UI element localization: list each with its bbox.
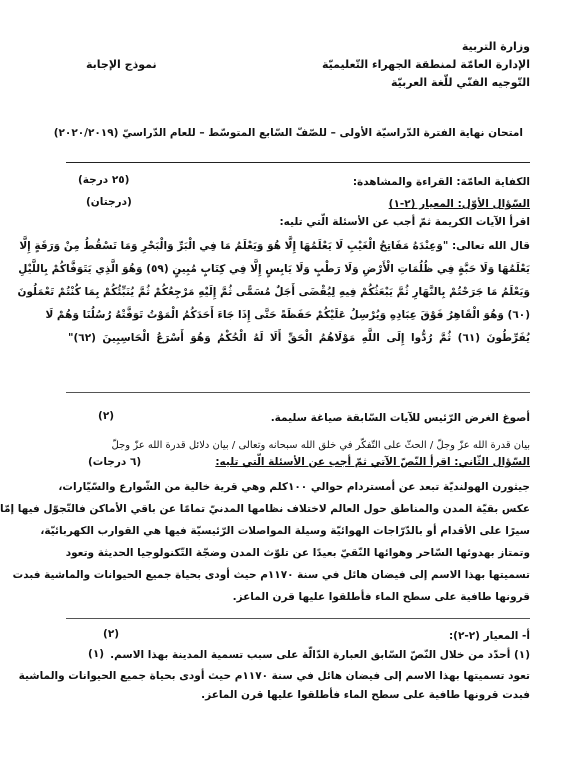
- q2-sub-a-marks: (٢): [103, 628, 120, 640]
- q2-question-item: (١) أحدّد من خلال النّصّ السّابق العبارة الدّالّة على سبب تسمية المدينة بهذا الاسم.: [110, 649, 530, 661]
- passage-line: وتمتاز بهدوئها السّاحر وهوائها النّقيّ بعيدًا عن تلوّث المدن وضجّة التّكنولوجيا الحديثة وتعود: [65, 547, 530, 559]
- passage-line: سيرًا على الأقدام أو بالدّرّاجات الهوائيّة وسيلة المواصلات الرّئيسيّة فيها هي القوارب الكهربائيّة،: [40, 525, 530, 537]
- q1-marks: (درجتان): [86, 196, 132, 208]
- ministry-name: وزارة التربية: [461, 40, 530, 53]
- directorate-name: الإدارة العامّة لمنطقة الجهراء التّعليميّة: [322, 58, 530, 71]
- verse-line: يُفَرِّطُونَ (٦١) ثُمَّ رُدُّوا إِلَى اللَّهِ مَوْلَاهُمُ الْحَقِّ أَلَا لَهُ الْحُكْمُ وَهُوَ أَسْرَعُ الْحَاسِبِينَ (٦٢)": [68, 332, 530, 344]
- q1-answer: بيان قدرة الله عزّ وجلّ / الحثّ على التّفكّر في خلق الله سبحانه وتعالى / بيان دلائل قدرة الله عزّ وجلّ: [111, 440, 530, 451]
- header-divider: [66, 162, 530, 163]
- passage-line: عكس بقيّة المدن والمناطق حول العالم لاختلاف نظامها المدنيّ تمامًا عن باقي الأماكن فالتّجوّل فيها إمّا: [0, 503, 530, 515]
- verse-line: قال الله تعالى: "وَعِنْدَهُ مَفَاتِحُ الْغَيْبِ لَا يَعْلَمُهَا إِلَّا هُوَ وَيَعْلَمُ مَا فِي الْبَرِّ وَالْبَحْرِ وَمَا تَسْقُطُ مِنْ وَرَقَةٍ إِلَّا: [19, 240, 530, 252]
- q2-divider: [66, 618, 530, 619]
- exam-title: امتحان نهاية الفترة الدّراسيّة الأولى – للصّفّ السّابع المتوسّط – للعام الدّراسيّ (٢٠٢٠/٢٠١٩): [53, 127, 523, 139]
- q2-sub-a: أ- المعيار (٢-٢):: [448, 630, 530, 642]
- passage-line: جيثورن الهولنديّة تبعد عن أمستردام حوالي ١٠٠كلم وهي قرية خالية من الشّوارع والسّيّارات،: [58, 481, 530, 493]
- q2-answer-line: فبدت قرونها طافية على سطح الماء فأطلقوا عليها قرن الماعز.: [201, 689, 530, 701]
- guidance-department: التّوجيه الفنّي للّغة العربيّة: [390, 76, 530, 89]
- q2-marks: (٦ درجات): [88, 456, 142, 468]
- q2-heading: السّؤال الثّاني: اقرأ النّصّ الآتي ثمّ أجب عن الأسئلة الّتي تليه:: [215, 456, 530, 468]
- q1-task-marks: (٢): [98, 410, 115, 422]
- q1-instruction: اقرأ الآيات الكريمة ثمّ أجب عن الأسئلة الّتي تليه:: [279, 216, 530, 228]
- passage-line: تسميتها بهذا الاسم إلى فيضان هائل في سنة ١١٧٠م حيث أودى بحياة جميع الحيوانات والماشية فبدت: [12, 569, 530, 581]
- q1-divider: [66, 392, 530, 393]
- verse-line: وَيَعْلَمُ مَا جَرَحْتُمْ بِالنَّهَارِ ثُمَّ يَبْعَثُكُمْ فِيهِ لِيُقْضَى أَجَلٌ مُسَمًّى ثُمَّ إِلَيْهِ مَرْجِعُكُمْ ثُمَّ يُنَبِّئُكُمْ بِمَا كُنْتُمْ تَعْمَلُونَ: [17, 286, 530, 298]
- verse-line: يَعْلَمُهَا وَلَا حَبَّةٍ فِي ظُلُمَاتِ الْأَرْضِ وَلَا رَطْبٍ وَلَا يَابِسٍ إِلَّا فِي كِتَابٍ مُبِينٍ (٥٩) وَهُوَ الَّذِي يَتَوَفَّاكُمْ بِاللَّيْلِ: [18, 263, 530, 275]
- answer-model-label: نموذج الإجابة: [86, 58, 157, 71]
- competency-marks: (٢٥ درجة): [78, 174, 130, 186]
- q2-answer-line: تعود تسميتها بهذا الاسم إلى فيضان هائل في سنة ١١٧٠م حيث أودى بحياة جميع الحيوانات والماشية: [18, 670, 530, 682]
- q2-question-item-marks: (١): [88, 648, 105, 660]
- verse-line: (٦٠) وَهُوَ الْقَاهِرُ فَوْقَ عِبَادِهِ وَيُرْسِلُ عَلَيْكُمْ حَفَظَةً حَتَّى إِذَا جَاءَ أَحَدَكُمُ الْمَوْتُ تَوَفَّتْهُ رُسُلُنَا وَهُمْ لَا: [45, 309, 530, 321]
- q1-task: أصوغ الغرض الرّئيس للآيات السّابقة صياغة سليمة.: [270, 412, 530, 424]
- q1-heading: السّؤال الأوّل: المعيار (٢-١): [388, 198, 530, 210]
- passage-line: قرونها طافية على سطح الماء فأطلقوا عليها قرن الماعز.: [232, 591, 530, 603]
- competency-label: الكفاية العامّة: القراءة والمشاهدة:: [352, 176, 530, 188]
